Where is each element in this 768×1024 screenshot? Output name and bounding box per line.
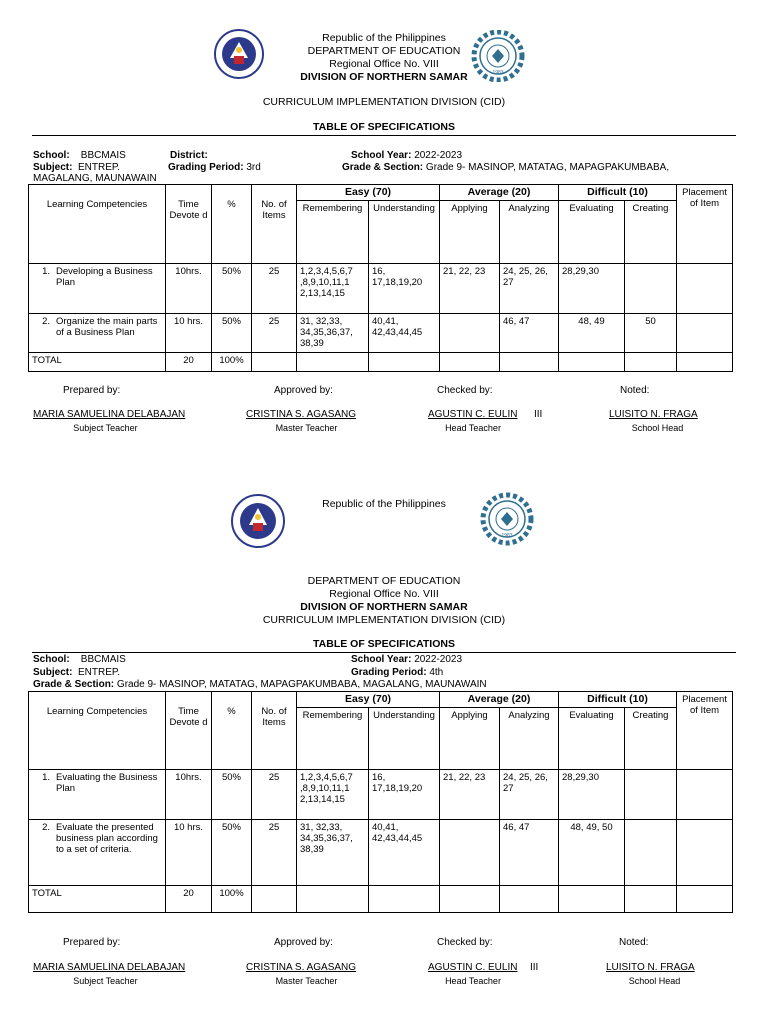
- noted-label: Noted:: [619, 937, 649, 948]
- total-percent: 100%: [212, 886, 252, 913]
- approved-by-name: CRISTINA S. AGASANG: [246, 962, 357, 973]
- time-cell: 10hrs.: [166, 770, 212, 820]
- placement-cell: [677, 820, 733, 886]
- creating-cell: [625, 820, 677, 886]
- col-learning-competencies: Learning Competencies: [29, 185, 166, 264]
- approved-by-name: CRISTINA S. AGASANG: [246, 409, 357, 420]
- checked-by-label: Checked by:: [437, 385, 493, 396]
- approved-by-label: Approved by:: [274, 937, 333, 948]
- placement-cell: [677, 264, 733, 314]
- col-learning-competencies: Learning Competencies: [29, 692, 166, 770]
- approved-by-role: Master Teacher: [275, 976, 338, 986]
- table-row: [29, 264, 733, 314]
- header-division: DIVISION OF NORTHERN SAMAR: [300, 601, 468, 613]
- checked-by-role: Head Teacher: [445, 976, 501, 986]
- analyzing-cell: 24, 25, 26, 27: [500, 770, 559, 820]
- header-republic: Republic of the Philippines: [322, 498, 446, 510]
- noted-role: School Head: [631, 423, 684, 433]
- header-region: Regional Office No. VIII: [329, 588, 439, 600]
- applying-cell: [440, 820, 500, 886]
- competency-cell: 1. Evaluating the Business Plan: [29, 770, 166, 820]
- analyzing-cell: 46, 47: [500, 820, 559, 886]
- school-year-field: School Year: 2022-2023: [351, 150, 463, 161]
- group-average: Average (20): [440, 185, 559, 201]
- col-placement: Placement of Item: [677, 185, 733, 264]
- header-cid: CURRICULUM IMPLEMENTATION DIVISION (CID): [262, 96, 506, 108]
- creating-cell: [625, 264, 677, 314]
- form-title: TABLE OF SPECIFICATIONS: [313, 638, 455, 650]
- col-no-of-items: No. of Items: [252, 692, 297, 770]
- col-analyzing: Analyzing: [500, 201, 559, 264]
- understanding-cell: 40,41, 42,43,44,45: [369, 820, 440, 886]
- time-cell: 10 hrs.: [166, 820, 212, 886]
- group-difficult: Difficult (10): [559, 185, 677, 201]
- evaluating-cell: 28,29,30: [559, 770, 625, 820]
- header-division: DIVISION OF NORTHERN SAMAR: [300, 71, 468, 83]
- col-percent: %: [212, 185, 252, 264]
- col-evaluating: Evaluating: [559, 708, 625, 770]
- col-time-devoted: Time Devote d: [166, 692, 212, 770]
- header-department: DEPARTMENT OF EDUCATION: [307, 575, 461, 587]
- total-time: 20: [166, 353, 212, 372]
- total-time: 20: [166, 886, 212, 913]
- group-easy: Easy (70): [297, 692, 440, 708]
- grade-section-continued: MAGALANG, MAUNAWAIN: [33, 173, 157, 184]
- understanding-cell: 16, 17,18,19,20: [369, 770, 440, 820]
- col-remembering: Remembering: [297, 201, 369, 264]
- prepared-by-role: Subject Teacher: [73, 423, 138, 433]
- col-understanding: Understanding: [369, 201, 440, 264]
- creating-cell: [625, 770, 677, 820]
- percent-cell: 50%: [212, 314, 252, 353]
- prepared-by-label: Prepared by:: [63, 937, 121, 948]
- prepared-by-name: MARIA SAMUELINA DELABAJAN: [33, 409, 186, 420]
- approved-by-role: Master Teacher: [275, 423, 338, 433]
- checked-by-name: AGUSTIN C. EULIN: [428, 409, 518, 420]
- header-region: Regional Office No. VIII: [329, 58, 439, 70]
- percent-cell: 50%: [212, 770, 252, 820]
- understanding-cell: 40,41, 42,43,44,45: [369, 314, 440, 353]
- group-easy: Easy (70): [297, 185, 440, 201]
- table-row: [29, 770, 733, 820]
- remembering-cell: 31, 32,33, 34,35,36,37, 38,39: [297, 820, 369, 886]
- time-cell: 10hrs.: [166, 264, 212, 314]
- checked-by-role: Head Teacher: [445, 423, 501, 433]
- group-average: Average (20): [440, 692, 559, 708]
- prepared-by-label: Prepared by:: [63, 385, 121, 396]
- total-row: [29, 886, 733, 913]
- evaluating-cell: 28,29,30: [559, 264, 625, 314]
- noted-label: Noted:: [620, 385, 650, 396]
- competency-cell: 2. Organize the main parts of a Business Plan: [29, 314, 166, 353]
- percent-cell: 50%: [212, 820, 252, 886]
- col-creating: Creating: [625, 201, 677, 264]
- creating-cell: 50: [625, 314, 677, 353]
- col-time-devoted: Time Devote d: [166, 185, 212, 264]
- percent-cell: 50%: [212, 264, 252, 314]
- understanding-cell: 16, 17,18,19,20: [369, 264, 440, 314]
- col-remembering: Remembering: [297, 708, 369, 770]
- items-cell: 25: [252, 770, 297, 820]
- placement-cell: [677, 770, 733, 820]
- grade-section-field: Grade & Section: Grade 9- MASINOP, MATATAG, MAPAGPAKUMBABA, MAGALANG, MAUNAWAIN: [33, 679, 487, 690]
- total-percent: 100%: [212, 353, 252, 372]
- remembering-cell: 31, 32,33, 34,35,36,37, 38,39: [297, 314, 369, 353]
- header-department: DEPARTMENT OF EDUCATION: [307, 45, 461, 57]
- checked-by-name: AGUSTIN C. EULIN: [428, 962, 518, 973]
- grade-section-field: Grade & Section: Grade 9- MASINOP, MATATAG, MAPAGPAKUMBABA,: [342, 162, 670, 173]
- header-republic: Republic of the Philippines: [322, 32, 446, 44]
- seal-year: 1983: [501, 533, 513, 539]
- table-row: [29, 820, 733, 886]
- col-understanding: Understanding: [369, 708, 440, 770]
- col-applying: Applying: [440, 708, 500, 770]
- competency-cell: 1. Developing a Business Plan: [29, 264, 166, 314]
- total-label: TOTAL: [29, 353, 166, 372]
- table-row: [29, 314, 733, 353]
- items-cell: 25: [252, 264, 297, 314]
- checked-by-suffix: III: [534, 409, 543, 420]
- col-creating: Creating: [625, 708, 677, 770]
- competency-cell: 2. Evaluate the presented business plan according to a set of criteria.: [29, 820, 166, 886]
- noted-role: School Head: [628, 976, 681, 986]
- divider-rule: [32, 135, 736, 136]
- prepared-by-role: Subject Teacher: [73, 976, 138, 986]
- grading-period-field: Grading Period: 4th: [351, 667, 444, 678]
- col-percent: %: [212, 692, 252, 770]
- school-field: School: BBCMAIS: [33, 150, 126, 161]
- checked-by-label: Checked by:: [437, 937, 493, 948]
- divider-rule: [32, 652, 736, 653]
- items-cell: 25: [252, 820, 297, 886]
- remembering-cell: 1,2,3,4,5,6,7 ,8,9,10,11,1 2,13,14,15: [297, 770, 369, 820]
- form-title: TABLE OF SPECIFICATIONS: [313, 121, 455, 133]
- col-applying: Applying: [440, 201, 500, 264]
- school-field: School: BBCMAIS: [33, 654, 126, 665]
- header-cid: CURRICULUM IMPLEMENTATION DIVISION (CID): [262, 614, 506, 626]
- col-evaluating: Evaluating: [559, 201, 625, 264]
- col-analyzing: Analyzing: [500, 708, 559, 770]
- col-placement: Placement of Item: [677, 692, 733, 770]
- group-difficult: Difficult (10): [559, 692, 677, 708]
- subject-field: Subject: ENTREP.: [33, 667, 121, 678]
- specifications-table: [28, 691, 733, 913]
- items-cell: 25: [252, 314, 297, 353]
- applying-cell: 21, 22, 23: [440, 264, 500, 314]
- total-row: [29, 353, 733, 372]
- noted-name: LUISITO N. FRAGA: [609, 409, 698, 420]
- total-label: TOTAL: [29, 886, 166, 913]
- noted-name: LUISITO N. FRAGA: [606, 962, 695, 973]
- checked-by-suffix: III: [530, 962, 539, 973]
- remembering-cell: 1,2,3,4,5,6,7 ,8,9,10,11,1 2,13,14,15: [297, 264, 369, 314]
- placement-cell: [677, 314, 733, 353]
- prepared-by-name: MARIA SAMUELINA DELABAJAN: [33, 962, 186, 973]
- grading-period-field: Grading Period: 3rd: [168, 162, 261, 173]
- seal-year: 1983: [492, 70, 504, 76]
- evaluating-cell: 48, 49, 50: [559, 820, 625, 886]
- evaluating-cell: 48, 49: [559, 314, 625, 353]
- analyzing-cell: 24, 25, 26, 27: [500, 264, 559, 314]
- time-cell: 10 hrs.: [166, 314, 212, 353]
- applying-cell: 21, 22, 23: [440, 770, 500, 820]
- district-field: District:: [170, 150, 208, 161]
- school-year-field: School Year: 2022-2023: [351, 654, 463, 665]
- approved-by-label: Approved by:: [274, 385, 333, 396]
- subject-field: Subject: ENTREP.: [33, 162, 121, 173]
- analyzing-cell: 46, 47: [500, 314, 559, 353]
- applying-cell: [440, 314, 500, 353]
- specifications-table: [28, 184, 733, 372]
- col-no-of-items: No. of Items: [252, 185, 297, 264]
